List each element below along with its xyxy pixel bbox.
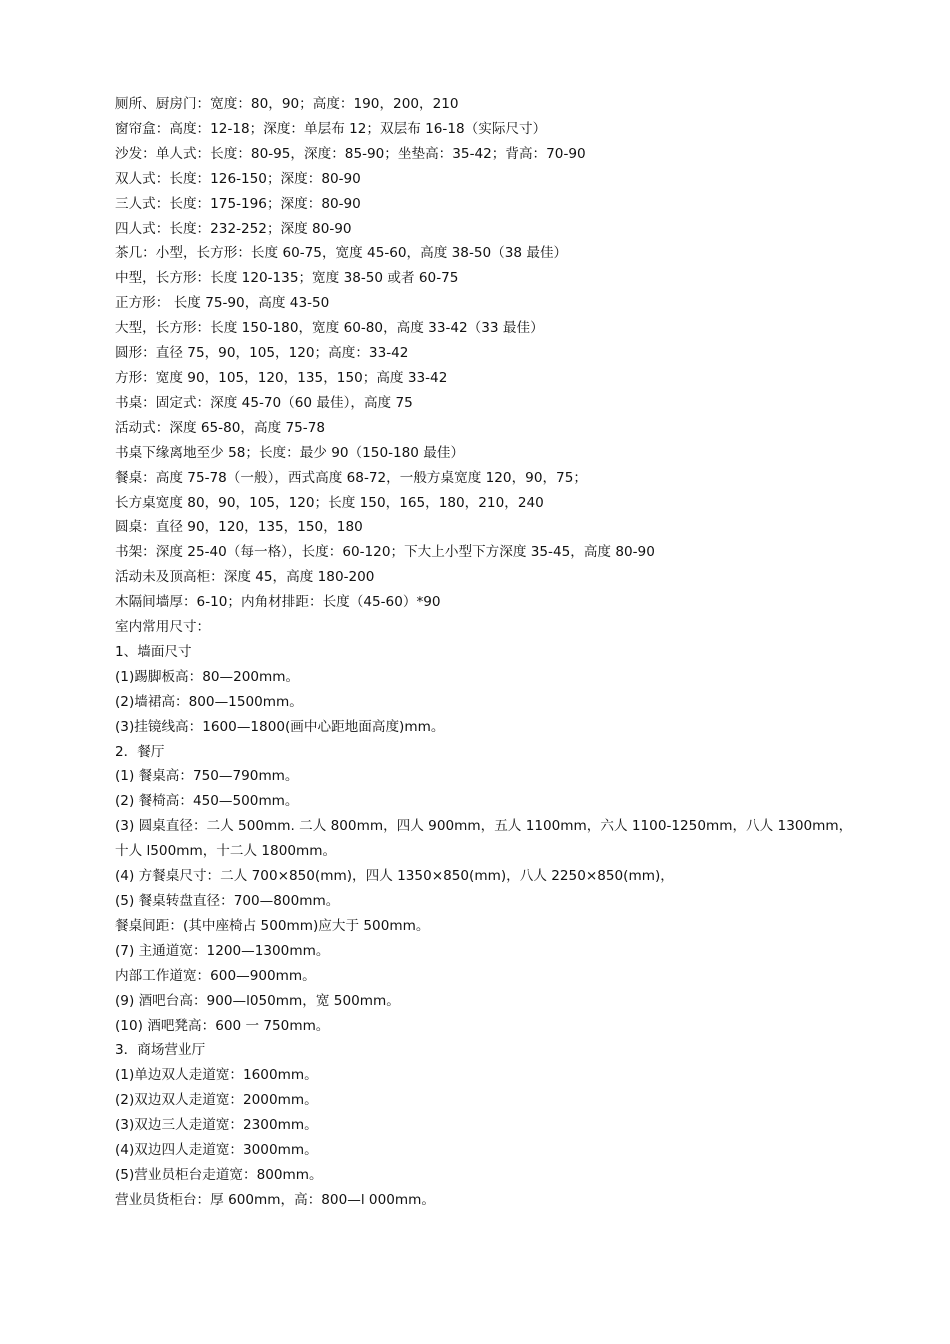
- text-line: 餐桌：高度 75-78（一般），西式高度 68-72，一般方桌宽度 120，90，75；: [115, 469, 587, 486]
- text-line: (1) 餐桌高：750—790mm。: [115, 768, 299, 785]
- text-line: 四人式：长度：232-252；深度 80-90: [115, 220, 352, 237]
- text-line: (1)单边双人走道宽：1600mm。: [115, 1067, 318, 1084]
- text-line: (4) 方餐桌尺寸：二人 700×850(mm)，四人 1350×850(mm)，八人 2250×850(mm)，: [115, 868, 674, 885]
- text-line: 中型，长方形：长度 120-135；宽度 38-50 或者 60-75: [115, 270, 459, 287]
- text-line: 餐桌间距：(其中座椅占 500mm)应大于 500mm。: [115, 917, 430, 934]
- text-line: (3) 圆桌直径：二人 500mm. 二人 800mm，四人 900mm，五人 1100mm，六人 1100-1250mm，八人 1300mm，十人 l500mm，十二人 1800mm。: [115, 818, 853, 860]
- text-line: 3．商场营业厅: [115, 1042, 206, 1059]
- text-line: 厕所、厨房门：宽度：80，90；高度：190，200，210: [115, 96, 459, 112]
- text-line: (5)营业员柜台走道宽：800mm。: [115, 1166, 323, 1183]
- text-line: 木隔间墙厚：6-10；内角材排距：长度（45-60）*90: [115, 594, 441, 611]
- text-line: (2)墙裙高：800—1500mm。: [115, 693, 303, 710]
- text-line: (3)双边三人走道宽：2300mm。: [115, 1117, 318, 1134]
- text-line: 三人式：长度：175-196；深度：80-90: [115, 195, 361, 212]
- text-line: 1、墙面尺寸: [115, 643, 192, 660]
- text-line: 沙发：单人式：长度：80-95，深度：85-90；坐垫高：35-42；背高：70-90: [115, 145, 586, 162]
- text-line: 窗帘盒：高度：12-18；深度：单层布 12；双层布 16-18（实际尺寸）: [115, 120, 547, 137]
- text-line: 2．餐厅: [115, 743, 165, 760]
- text-line: 书桌：固定式：深度 45-70（60 最佳），高度 75: [115, 394, 413, 411]
- text-line: 书桌下缘离地至少 58；长度：最少 90（150-180 最佳）: [115, 444, 465, 461]
- text-line: 书架：深度 25-40（每一格），长度：60-120；下大上小型下方深度 35-45，高度 80-90: [115, 544, 655, 561]
- text-line: (2) 餐椅高：450—500mm。: [115, 793, 299, 810]
- text-line: (5) 餐桌转盘直径：700—800mm。: [115, 893, 340, 909]
- text-line: 内部工作道宽：600—900mm。: [115, 967, 316, 984]
- text-line: (4)双边四人走道宽：3000mm。: [115, 1142, 318, 1159]
- text-line: 圆形：直径 75，90，105，120；高度：33-42: [115, 345, 409, 362]
- text-line: 方形：宽度 90，105，120，135，150；高度 33-42: [115, 369, 448, 386]
- text-line: (2)双边双人走道宽：2000mm。: [115, 1092, 318, 1109]
- text-line: (1)踢脚板高：80—200mm。: [115, 668, 300, 685]
- text-line: (7) 主通道宽：1200—1300mm。: [115, 942, 330, 959]
- text-line: 正方形： 长度 75-90，高度 43-50: [115, 295, 330, 312]
- text-line: (10) 酒吧凳高：600 一 750mm。: [115, 1017, 330, 1034]
- text-line: 大型，长方形：长度 150-180，宽度 60-80，高度 33-42（33 最佳）: [115, 320, 544, 337]
- text-line: 圆桌：直径 90，120，135，150，180: [115, 519, 363, 536]
- text-line: 活动未及顶高柜：深度 45，高度 180-200: [115, 569, 375, 586]
- text-line: 长方桌宽度 80，90，105，120；长度 150，165，180，210，240: [115, 494, 544, 511]
- document-body: [115, 92, 855, 1213]
- text-line: 室内常用尺寸：: [115, 619, 211, 636]
- text-line: 活动式：深度 65-80，高度 75-78: [115, 419, 325, 436]
- text-line: 茶几：小型，长方形：长度 60-75，宽度 45-60，高度 38-50（38 最佳）: [115, 245, 568, 262]
- text-line: (3)挂镜线高：1600—1800(画中心距地面高度)mm。: [115, 718, 445, 735]
- text-line: 营业员货柜台：厚 600mm，高：800—l 000mm。: [115, 1191, 435, 1208]
- text-line: 双人式：长度：126-150；深度：80-90: [115, 170, 361, 187]
- text-line: (9) 酒吧台高：900—l050mm，宽 500mm。: [115, 992, 400, 1009]
